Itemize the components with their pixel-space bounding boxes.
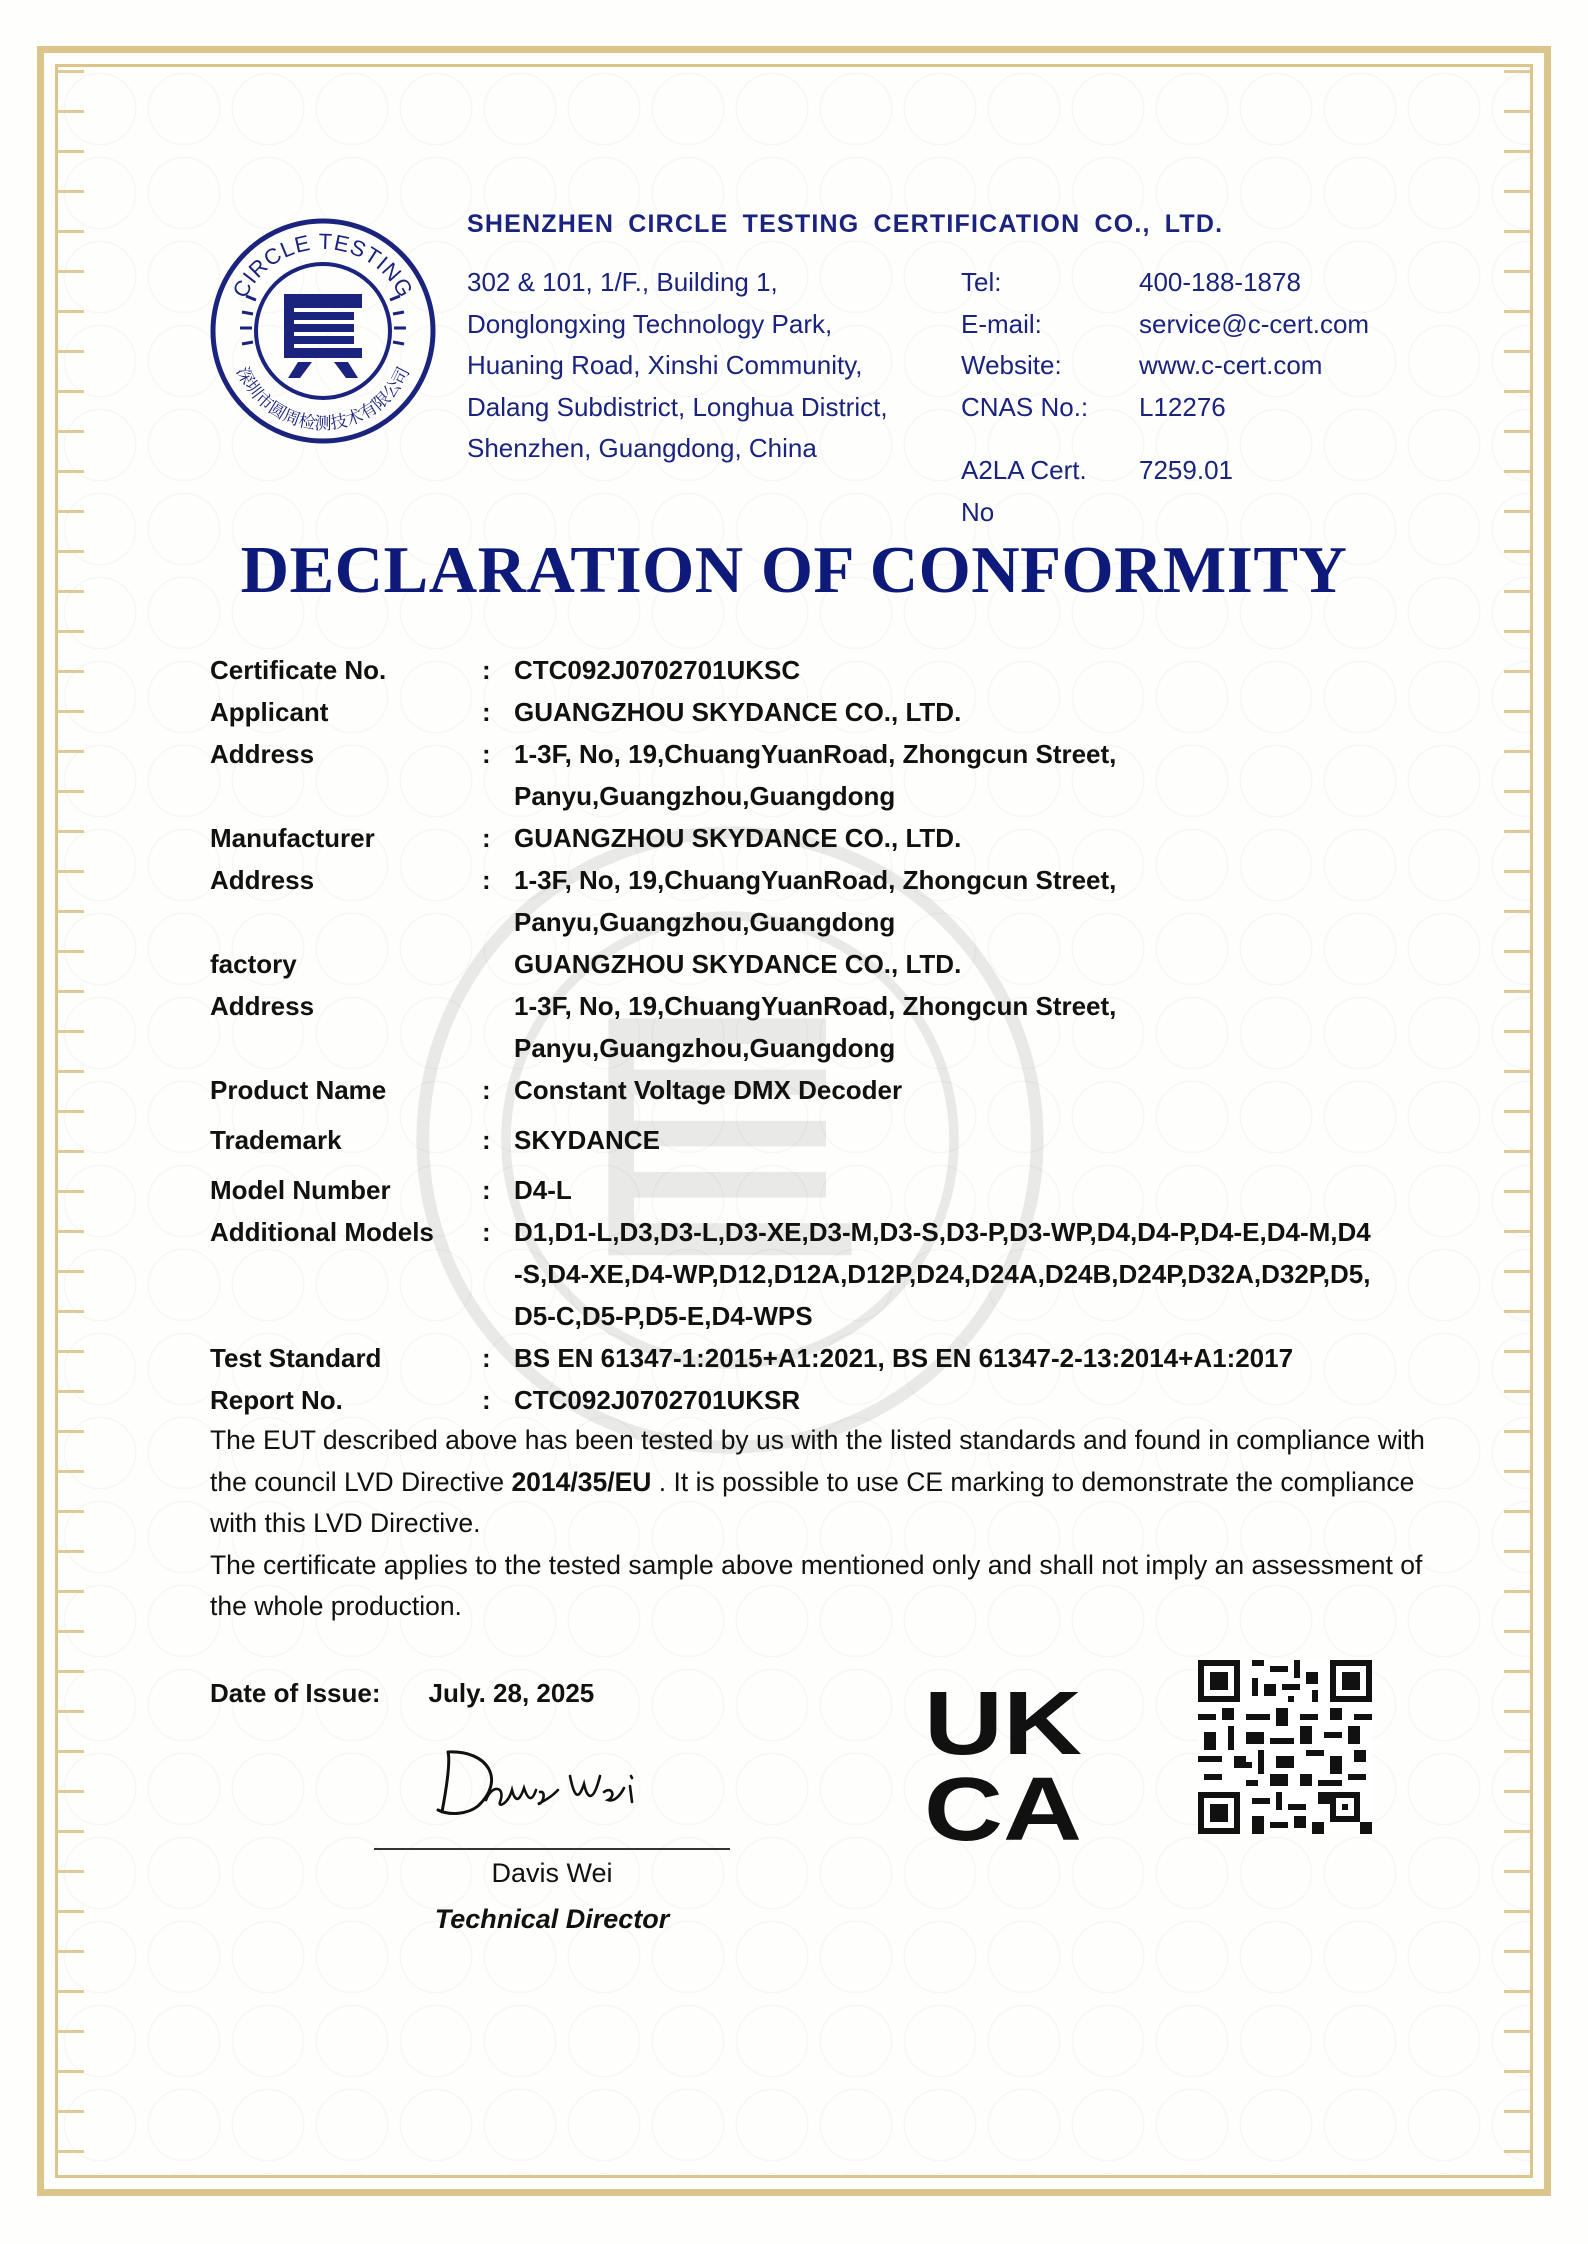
field-label: factory <box>210 949 297 979</box>
field-factory-address <box>210 985 1450 1069</box>
field-manufacturer-address <box>210 859 1450 943</box>
address-line: 1-3F, No, 19,ChuangYuanRoad, Zhongcun Street, <box>514 865 1117 895</box>
field-applicant-address <box>210 733 1450 817</box>
field-value <box>514 985 1450 1069</box>
field-label: Address <box>210 739 315 769</box>
cnas-label: CNAS No.: <box>961 391 1089 422</box>
issuer-address-line: Donglongxing Technology Park, <box>467 308 833 339</box>
field-value: SKYDANCE <box>514 1125 660 1155</box>
field-colon: : <box>482 823 491 853</box>
circle-testing-logo <box>208 216 438 446</box>
field-colon: : <box>482 1125 491 1155</box>
field-value <box>514 859 1450 943</box>
statement-paragraph-2: The certificate applies to the tested sample above mentioned only and shall not imply an assessment of the whole production. <box>210 1549 1423 1621</box>
field-label: Model Number <box>210 1175 391 1205</box>
logo-ring-text: CIRCLE TESTING <box>227 228 419 302</box>
issuer-address <box>467 262 888 470</box>
issuer-address-line: Shenzhen, Guangdong, China <box>467 433 817 463</box>
issuer-address-line: Dalang Subdistrict, Longhua District, <box>467 391 888 422</box>
field-label: Trademark <box>210 1125 342 1155</box>
right-border-ticks <box>1504 70 1530 2170</box>
models-line: -S,D4-XE,D4-WP,D12,D12A,D12P,D24,D24A,D24B,D24P,D32A,D32P,D5, <box>514 1259 1371 1289</box>
field-value <box>514 1211 1450 1337</box>
qr-code[interactable] <box>1198 1660 1372 1834</box>
field-label: Test Standard <box>210 1343 382 1373</box>
document-title: DECLARATION OF CONFORMITY <box>240 533 1348 607</box>
field-label: Address <box>210 865 315 895</box>
field-label: Report No. <box>210 1385 343 1415</box>
field-additional-models <box>210 1211 1450 1337</box>
statement-text: . It is possible to use CE marking to demonstrate the compliance with this LVD Directive. <box>210 1466 1415 1538</box>
statement-text: The EUT described above has been tested by us with the listed standards and found in compliance with the council LVD Directive <box>210 1425 1425 1497</box>
issuer-name: SHENZHEN CIRCLE TESTING CERTIFICATION CO., LTD. <box>467 210 1224 238</box>
field-value: GUANGZHOU SKYDANCE CO., LTD. <box>514 823 962 853</box>
models-line: D5-C,D5-P,D5-E,D4-WPS <box>514 1301 813 1331</box>
field-label: Product Name <box>210 1075 387 1105</box>
issuer-address-line: 302 & 101, 1/F., Building 1, <box>467 267 778 297</box>
field-colon: : <box>482 865 491 895</box>
date-of-issue <box>210 1678 594 1709</box>
models-line: D1,D1-L,D3,D3-L,D3-XE,D3-M,D3-S,D3-P,D3-WP,D4,D4-P,D4-E,D4-M,D4 <box>514 1217 1371 1247</box>
signatory-title: Technical Director <box>434 1904 670 1934</box>
field-colon: : <box>482 697 491 727</box>
signature-line <box>374 1848 730 1850</box>
certificate-fields <box>210 649 1450 1421</box>
website-label: Website: <box>961 350 1062 380</box>
field-value: CTC092J0702701UKSC <box>514 655 801 685</box>
address-line: Panyu,Guangzhou,Guangdong <box>514 907 896 937</box>
cnas-value: L12276 <box>1139 391 1226 422</box>
field-test-standard <box>210 1337 1450 1379</box>
field-colon: : <box>482 739 491 769</box>
a2la-label: A2LA Cert. <box>961 455 1087 485</box>
ukca-line-1: UK <box>924 1680 1082 1774</box>
directive-number: 2014/35/EU <box>511 1466 652 1497</box>
logo-chinese-text: 深圳市圆周检测技术有限公司 <box>231 363 415 434</box>
field-trademark <box>210 1119 1450 1161</box>
email-label: E-mail: <box>961 308 1042 339</box>
tel-label: Tel: <box>961 267 1002 297</box>
field-colon: : <box>482 1385 491 1415</box>
issue-date: July. 28, 2025 <box>428 1678 595 1708</box>
field-label: Manufacturer <box>210 823 375 853</box>
field-colon: : <box>482 1175 491 1205</box>
field-colon: : <box>482 655 491 685</box>
address-line: Panyu,Guangzhou,Guangdong <box>514 1033 896 1063</box>
field-value <box>514 733 1450 817</box>
ukca-mark <box>924 1680 1086 1844</box>
field-label: Additional Models <box>210 1217 434 1247</box>
address-line: 1-3F, No, 19,ChuangYuanRoad, Zhongcun Street, <box>514 991 1117 1021</box>
field-label: Certificate No. <box>210 655 387 685</box>
signatory-name: Davis Wei <box>491 1858 613 1888</box>
field-model-number <box>210 1169 1450 1211</box>
field-manufacturer <box>210 817 1450 859</box>
field-value: Constant Voltage DMX Decoder <box>514 1075 903 1105</box>
field-value: GUANGZHOU SKYDANCE CO., LTD. <box>514 697 962 727</box>
address-line: 1-3F, No, 19,ChuangYuanRoad, Zhongcun Street, <box>514 739 1117 769</box>
field-label: Applicant <box>210 697 329 727</box>
issuer-address-line: Huaning Road, Xinshi Community, <box>467 350 863 380</box>
field-colon: : <box>482 1343 491 1373</box>
field-applicant <box>210 691 1450 733</box>
statement-paragraph-1 <box>210 1420 1450 1545</box>
compliance-statement <box>210 1420 1450 1628</box>
field-certificate-no <box>210 649 1450 691</box>
ukca-line-2: CA <box>924 1760 1082 1844</box>
tel-value: 400-188-1878 <box>1139 267 1301 297</box>
issue-label: Date of Issue: <box>210 1678 381 1708</box>
field-colon: : <box>482 1217 491 1247</box>
email-value: service@c-cert.com <box>1139 308 1370 339</box>
field-value: GUANGZHOU SKYDANCE CO., LTD. <box>514 949 962 979</box>
field-report-no <box>210 1379 1450 1421</box>
a2la-value: 7259.01 <box>1139 455 1233 485</box>
handwritten-signature <box>428 1740 658 1830</box>
field-value: BS EN 61347-1:2015+A1:2021, BS EN 61347-2-13:2014+A1:2017 <box>514 1343 1294 1373</box>
a2la-label-cont: No <box>961 496 995 527</box>
field-factory <box>210 943 1450 985</box>
address-line: Panyu,Guangzhou,Guangdong <box>514 781 896 811</box>
field-product-name <box>210 1069 1450 1111</box>
left-border-ticks <box>58 70 84 2170</box>
field-colon: : <box>482 1075 491 1105</box>
field-value: D4-L <box>514 1175 572 1205</box>
field-value: CTC092J0702701UKSR <box>514 1385 801 1415</box>
website-value: www.c-cert.com <box>1139 350 1323 380</box>
field-label: Address <box>210 991 315 1021</box>
issuer-contact <box>961 262 1369 533</box>
